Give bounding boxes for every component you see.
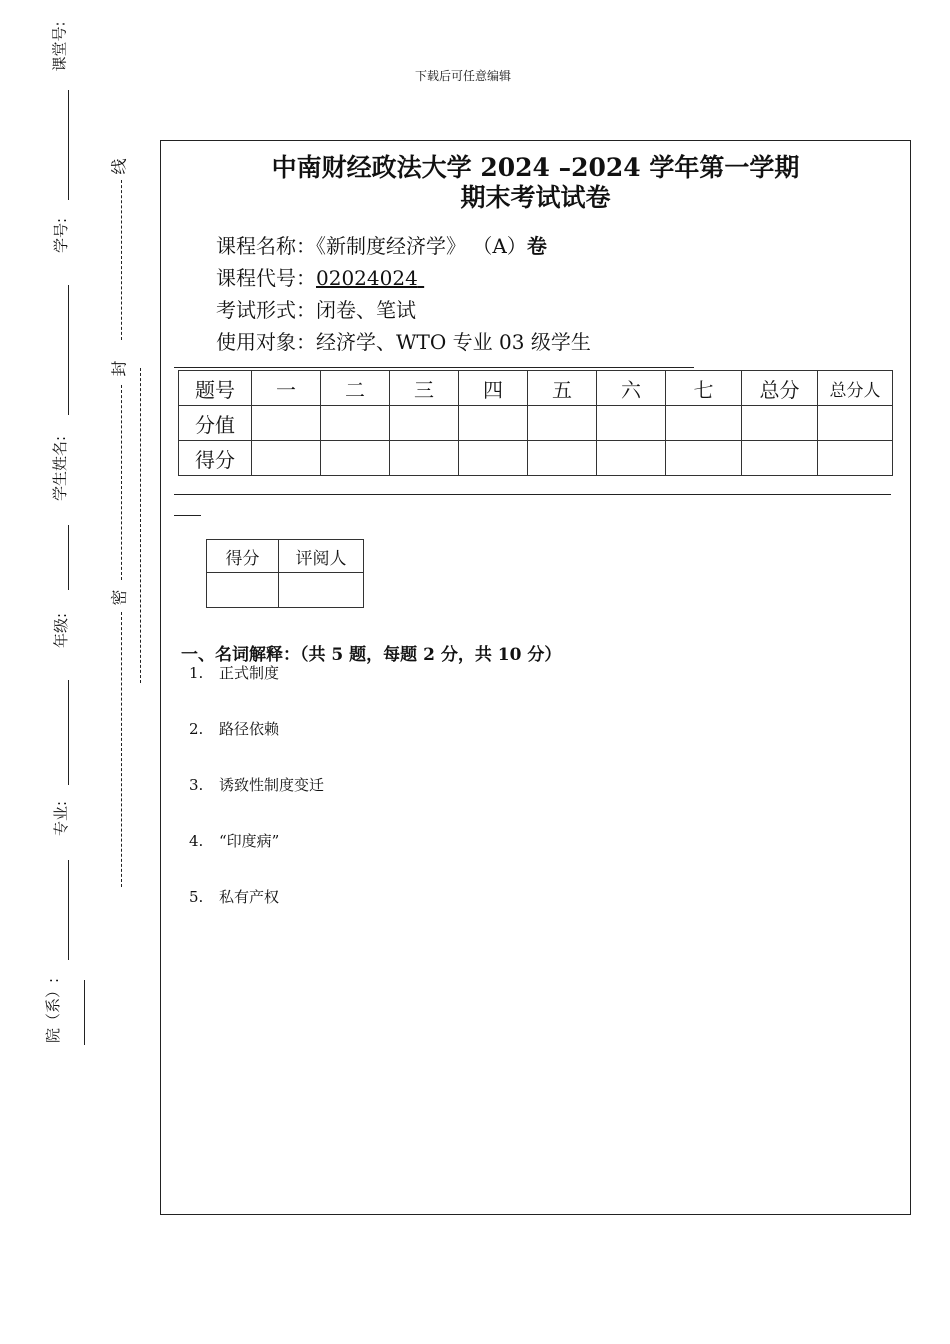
question-item (189, 774, 324, 795)
grade-line (68, 680, 69, 785)
seal-char-line: 线 (109, 158, 129, 175)
row-label: 得分 (179, 441, 252, 476)
exam-form-row (216, 294, 416, 323)
course-code-value: 02024024 (316, 266, 418, 290)
exam-form-label: 考试形式： (216, 298, 316, 322)
question-number: 3. (189, 776, 204, 794)
major-line (68, 860, 69, 960)
header-cell: 三 (390, 371, 459, 406)
score-table-header-row (179, 371, 893, 406)
score-table (178, 370, 893, 476)
question-text: 诱致性制度变迁 (219, 776, 325, 794)
score-cell[interactable] (818, 441, 893, 476)
score-cell[interactable] (390, 441, 459, 476)
seal-dash-4 (121, 612, 122, 887)
score-cell[interactable] (666, 441, 742, 476)
label-student-id: 学号: (52, 217, 71, 254)
class-number-line (68, 90, 69, 200)
grader-score-cell[interactable] (207, 573, 279, 608)
header-cell: 总分人 (818, 371, 893, 406)
header-cell: 总分 (742, 371, 818, 406)
course-name-suffix: 卷 (526, 234, 547, 258)
header-note: 下载后可任意编辑 (414, 69, 511, 83)
header-cell: 七 (666, 371, 742, 406)
points-cell[interactable] (390, 406, 459, 441)
question-item (189, 718, 279, 739)
points-cell[interactable] (459, 406, 528, 441)
exam-title-line1: 中南财经政法大学 2024 –2024 学年第一学期 (271, 153, 800, 182)
seal-dash-1 (121, 180, 122, 340)
points-cell[interactable] (742, 406, 818, 441)
target-row (216, 326, 591, 355)
exam-title-line2: 期末考试试卷 (460, 183, 611, 212)
header-cell: 六 (597, 371, 666, 406)
course-code-label: 课程代号： (216, 266, 316, 290)
question-item (189, 662, 279, 683)
header-cell: 四 (459, 371, 528, 406)
course-code-row (216, 262, 424, 291)
question-text: 路径依赖 (219, 720, 280, 738)
question-item (189, 830, 279, 851)
header-cell: 题号 (179, 371, 252, 406)
points-cell[interactable] (666, 406, 742, 441)
label-department: 院（系）: (44, 977, 63, 1044)
grader-header-score: 得分 (207, 540, 279, 573)
seal-char-secret: 密 (109, 589, 129, 606)
score-table-row-points (179, 406, 893, 441)
course-name-value: 《新制度经济学》 （A） (316, 234, 527, 258)
grader-table (206, 539, 364, 608)
score-cell[interactable] (528, 441, 597, 476)
target-value: 经济学、WTO 专业 03 级学生 (316, 330, 591, 354)
section-title: 一、名词解释：（共 5 题，每题 2 分，共 10 分） (181, 645, 562, 665)
points-cell[interactable] (818, 406, 893, 441)
divider-top (174, 367, 694, 368)
points-cell[interactable] (528, 406, 597, 441)
row-label: 分值 (179, 406, 252, 441)
label-major: 专业: (52, 800, 71, 837)
grader-reviewer-cell[interactable] (279, 573, 364, 608)
exam-form-value: 闭卷、笔试 (316, 298, 416, 322)
label-student-name: 学生姓名: (51, 435, 70, 502)
seal-dash-2 (121, 385, 122, 580)
course-name-label: 课程名称： (216, 234, 316, 258)
student-name-line (68, 525, 69, 590)
score-cell[interactable] (597, 441, 666, 476)
score-cell[interactable] (321, 441, 390, 476)
question-number: 4. (189, 832, 204, 850)
points-cell[interactable] (597, 406, 666, 441)
question-text: 正式制度 (219, 664, 280, 682)
seal-dash-3 (140, 368, 141, 683)
question-number: 1. (189, 664, 204, 682)
question-number: 2. (189, 720, 204, 738)
points-cell[interactable] (321, 406, 390, 441)
score-table-row-scores (179, 441, 893, 476)
divider-stub (174, 515, 201, 516)
label-class-number: 课堂号: (50, 21, 69, 72)
score-cell[interactable] (459, 441, 528, 476)
grader-header-row (207, 540, 364, 573)
label-grade: 年级: (52, 612, 71, 649)
points-cell[interactable] (252, 406, 321, 441)
header-cell: 二 (321, 371, 390, 406)
grader-entry-row (207, 573, 364, 608)
student-id-line (68, 285, 69, 415)
course-name-row (216, 230, 547, 259)
department-line (84, 980, 85, 1045)
question-text: 私有产权 (219, 888, 280, 906)
question-text: “印度病” (219, 832, 280, 850)
header-cell: 五 (528, 371, 597, 406)
question-number: 5. (189, 888, 204, 906)
question-item (189, 886, 279, 907)
target-label: 使用对象： (216, 330, 316, 354)
grader-header-reviewer: 评阅人 (279, 540, 364, 573)
seal-char-seal: 封 (109, 360, 129, 377)
score-cell[interactable] (252, 441, 321, 476)
header-cell: 一 (252, 371, 321, 406)
divider-middle (174, 494, 891, 495)
score-cell[interactable] (742, 441, 818, 476)
